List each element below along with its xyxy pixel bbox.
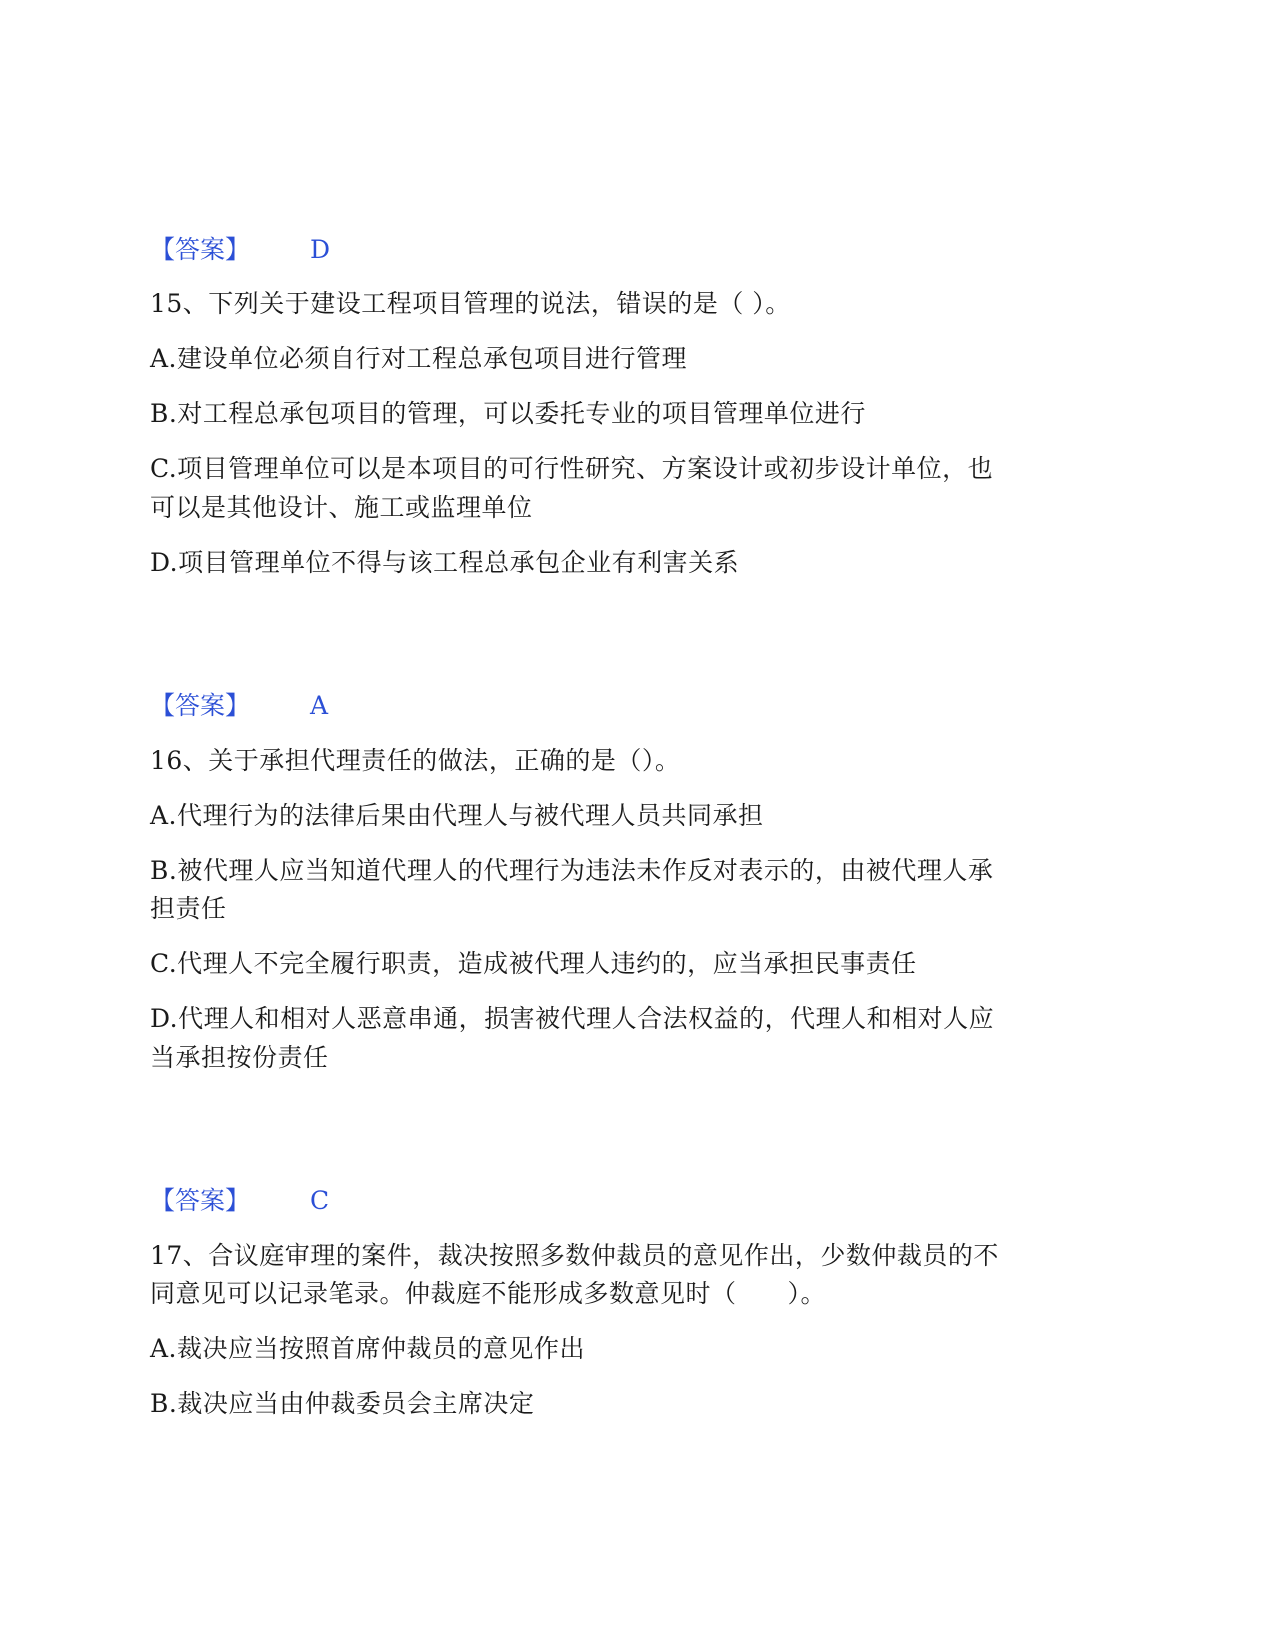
- question-16: 16、关于承担代理责任的做法，正确的是（）。: [150, 746, 681, 775]
- option-15-d: D.项目管理单位不得与该工程总承包企业有利害关系: [150, 548, 740, 577]
- option-17-b: B.裁决应当由仲裁委员会主席决定: [150, 1389, 535, 1418]
- option-15-c-line2: 可以是其他设计、施工或监理单位: [150, 493, 533, 522]
- option-16-a: A.代理行为的法律后果由代理人与被代理人员共同承担: [150, 801, 764, 830]
- option-15-b: B.对工程总承包项目的管理，可以委托专业的项目管理单位进行: [150, 399, 866, 428]
- option-15-c-line1: C.项目管理单位可以是本项目的可行性研究、方案设计或初步设计单位，也: [150, 454, 994, 483]
- answer-value: C: [310, 1186, 330, 1215]
- answer-row-3: [150, 1181, 450, 1221]
- question-15: 15、下列关于建设工程项目管理的说法，错误的是（ ）。: [150, 289, 791, 318]
- question-17-line2: 同意见可以记录笔录。仲裁庭不能形成多数意见时（ ）。: [150, 1279, 827, 1308]
- answer-label: 【答案】: [150, 235, 251, 264]
- option-16-b-line1: B.被代理人应当知道代理人的代理行为违法未作反对表示的，由被代理人承: [150, 856, 994, 885]
- option-16-c: C.代理人不完全履行职责，造成被代理人违约的，应当承担民事责任: [150, 949, 917, 978]
- answer-value: D: [310, 235, 331, 264]
- option-15-a: A.建设单位必须自行对工程总承包项目进行管理: [150, 344, 688, 373]
- answer-row-2: [150, 686, 450, 726]
- option-17-a: A.裁决应当按照首席仲裁员的意见作出: [150, 1334, 586, 1363]
- option-16-d-line2: 当承担按份责任: [150, 1043, 329, 1072]
- option-16-d-line1: D.代理人和相对人恶意串通，损害被代理人合法权益的，代理人和相对人应: [150, 1004, 995, 1033]
- answer-value: A: [310, 691, 329, 720]
- answer-label: 【答案】: [150, 691, 251, 720]
- answer-label: 【答案】: [150, 1186, 251, 1215]
- option-16-b-line2: 担责任: [150, 894, 227, 923]
- question-17-line1: 17、合议庭审理的案件，裁决按照多数仲裁员的意见作出，少数仲裁员的不: [150, 1241, 999, 1270]
- answer-row-1: [150, 230, 450, 270]
